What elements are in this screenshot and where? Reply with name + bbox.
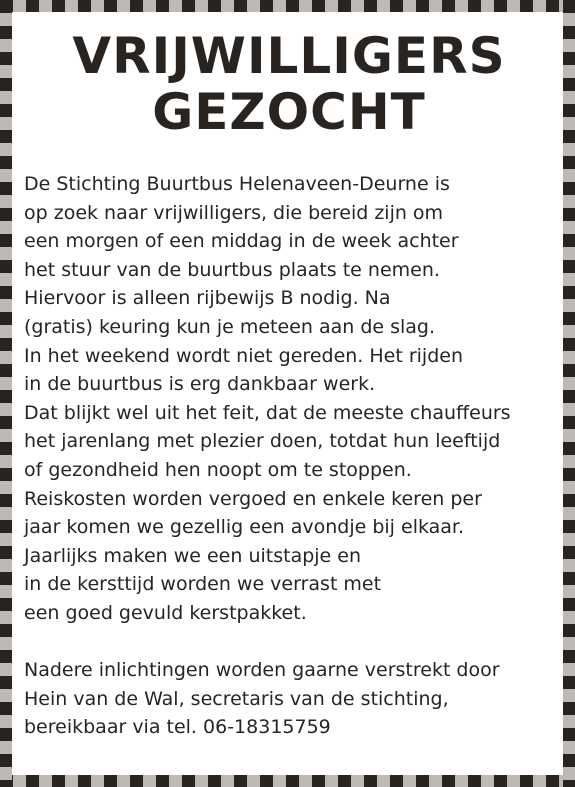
body-line: of gezondheid hen noopt om te stoppen. bbox=[24, 458, 412, 481]
body-line: op zoek naar vrijwilligers, die bereid zijn om bbox=[24, 201, 444, 224]
notice-content bbox=[24, 28, 554, 742]
body-line: Reiskosten worden vergoed en enkele keren per bbox=[24, 487, 482, 510]
notice-body bbox=[24, 170, 554, 742]
body-line: een goed gevuld kerstpakket. bbox=[24, 601, 307, 624]
paragraph-gap bbox=[24, 628, 554, 657]
body-line: in de buurtbus is erg dankbaar werk. bbox=[24, 373, 376, 396]
border-top bbox=[0, 0, 575, 12]
paragraph-main bbox=[24, 170, 554, 628]
body-line: Hiervoor is alleen rijbewijs B nodig. Na bbox=[24, 287, 391, 310]
contact-line: Nadere inlichtingen worden gaarne verstrekt door bbox=[24, 659, 500, 682]
border-bottom bbox=[0, 775, 575, 787]
notice-title bbox=[24, 28, 554, 140]
body-line: het stuur van de buurtbus plaats te nemen. bbox=[24, 258, 440, 281]
border-right bbox=[563, 0, 575, 787]
body-line: een morgen of een middag in de week achter bbox=[24, 230, 459, 253]
body-line: Dat blijkt wel uit het feit, dat de meeste chauffeurs bbox=[24, 401, 511, 424]
border-left bbox=[0, 0, 12, 787]
body-line: Jaarlijks maken we een uitstapje en bbox=[24, 544, 362, 567]
body-line: in de kersttijd worden we verrast met bbox=[24, 573, 382, 596]
paragraph-contact bbox=[24, 656, 554, 742]
body-line: In het weekend wordt niet gereden. Het rijden bbox=[24, 344, 464, 367]
contact-phone-line: bereikbaar via tel. 06-18315759 bbox=[24, 716, 331, 739]
contact-line: Hein van de Wal, secretaris van de stichting, bbox=[24, 687, 449, 710]
body-line: (gratis) keuring kun je meteen aan de slag. bbox=[24, 315, 436, 338]
body-line: jaar komen we gezellig een avondje bij elkaar. bbox=[24, 516, 465, 539]
body-line: De Stichting Buurtbus Helenaveen-Deurne is bbox=[24, 173, 450, 195]
body-line: het jarenlang met plezier doen, totdat hun leeftijd bbox=[24, 430, 501, 453]
title-line-2: GEZOCHT bbox=[152, 83, 426, 141]
title-line-1: VRIJWILLIGERS bbox=[72, 27, 506, 85]
